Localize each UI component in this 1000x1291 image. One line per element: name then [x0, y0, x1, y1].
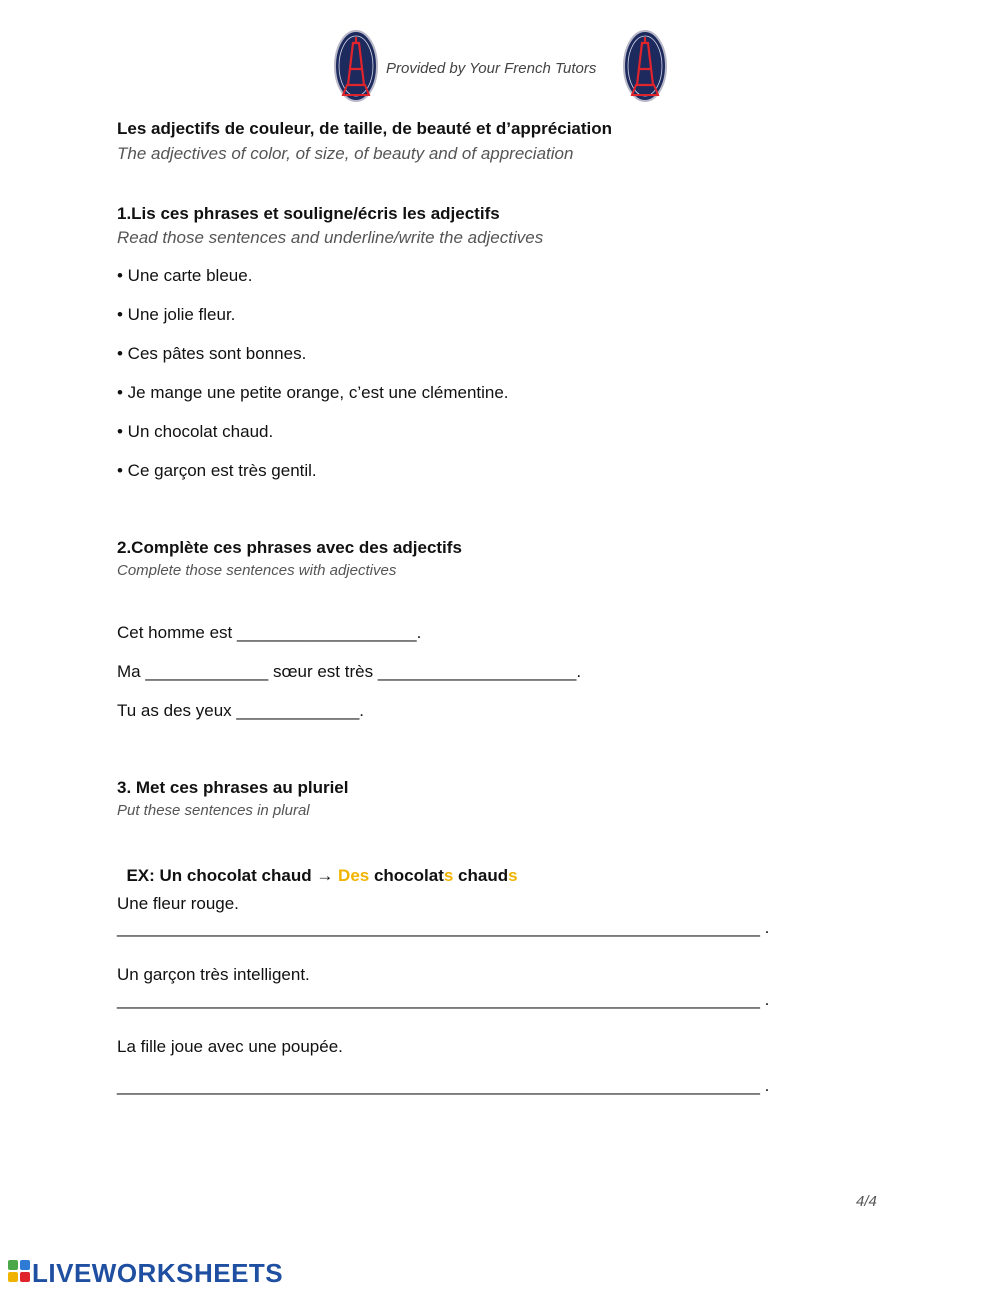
section2-subheading: Complete those sentences with adjectives: [117, 562, 397, 579]
section3-subheading: Put these sentences in plural: [117, 802, 310, 819]
page-number: 4/4: [856, 1193, 877, 1210]
answer-line[interactable]: ____________________________________________________________________ .: [117, 990, 770, 1009]
exercise-prompt: Une fleur rouge.: [117, 894, 239, 913]
answer-line[interactable]: ____________________________________________________________________ .: [117, 1076, 770, 1095]
example-noun: chocolat: [369, 866, 444, 885]
liveworksheets-logo-icon: [8, 1260, 30, 1287]
title-english: The adjectives of color, of size, of beauty and of appreciation: [117, 144, 574, 163]
answer-line[interactable]: ____________________________________________________________________ .: [117, 918, 770, 937]
section1-item[interactable]: • Ce garçon est très gentil.: [117, 461, 317, 480]
section1-item[interactable]: • Une jolie fleur.: [117, 305, 236, 324]
example-line: [117, 846, 518, 886]
fill-in-sentence[interactable]: Cet homme est ___________________.: [117, 623, 422, 642]
example-highlight-des: Des: [338, 866, 370, 885]
section1-item[interactable]: • Je mange une petite orange, c’est une clémentine.: [117, 383, 509, 402]
title-french: Les adjectifs de couleur, de taille, de beauté et d’appréciation: [117, 119, 613, 138]
section1-subheading: Read those sentences and underline/write the adjectives: [117, 228, 544, 247]
example-highlight-s: s: [508, 866, 518, 885]
section1-heading: 1.Lis ces phrases et souligne/écris les adjectifs: [117, 204, 500, 223]
liveworksheets-wordmark: LIVEWORKSHEETS: [32, 1258, 284, 1288]
section1-item[interactable]: • Ces pâtes sont bonnes.: [117, 344, 307, 363]
section1-item[interactable]: • Une carte bleue.: [117, 266, 253, 285]
exercise-prompt: Un garçon très intelligent.: [117, 965, 310, 984]
liveworksheets-brand[interactable]: [8, 1258, 283, 1289]
fill-in-sentence[interactable]: Ma _____________ sœur est très _____________________.: [117, 662, 582, 681]
arrow-icon: →: [316, 866, 334, 885]
provider-text: Provided by Your French Tutors: [386, 60, 597, 77]
example-adjective: chaud: [453, 866, 509, 885]
section2-heading: 2.Complète ces phrases avec des adjectifs: [117, 538, 462, 557]
exercise-prompt: La fille joue avec une poupée.: [117, 1037, 343, 1056]
fill-in-sentence[interactable]: Tu as des yeux _____________.: [117, 701, 365, 720]
your-french-tutors-logo-left: [333, 29, 379, 103]
section1-item[interactable]: • Un chocolat chaud.: [117, 422, 274, 441]
example-highlight-s: s: [443, 866, 454, 885]
section3-heading: 3. Met ces phrases au pluriel: [117, 778, 349, 797]
your-french-tutors-logo-right: [622, 29, 668, 103]
example-prefix: EX: Un chocolat chaud: [126, 866, 317, 885]
